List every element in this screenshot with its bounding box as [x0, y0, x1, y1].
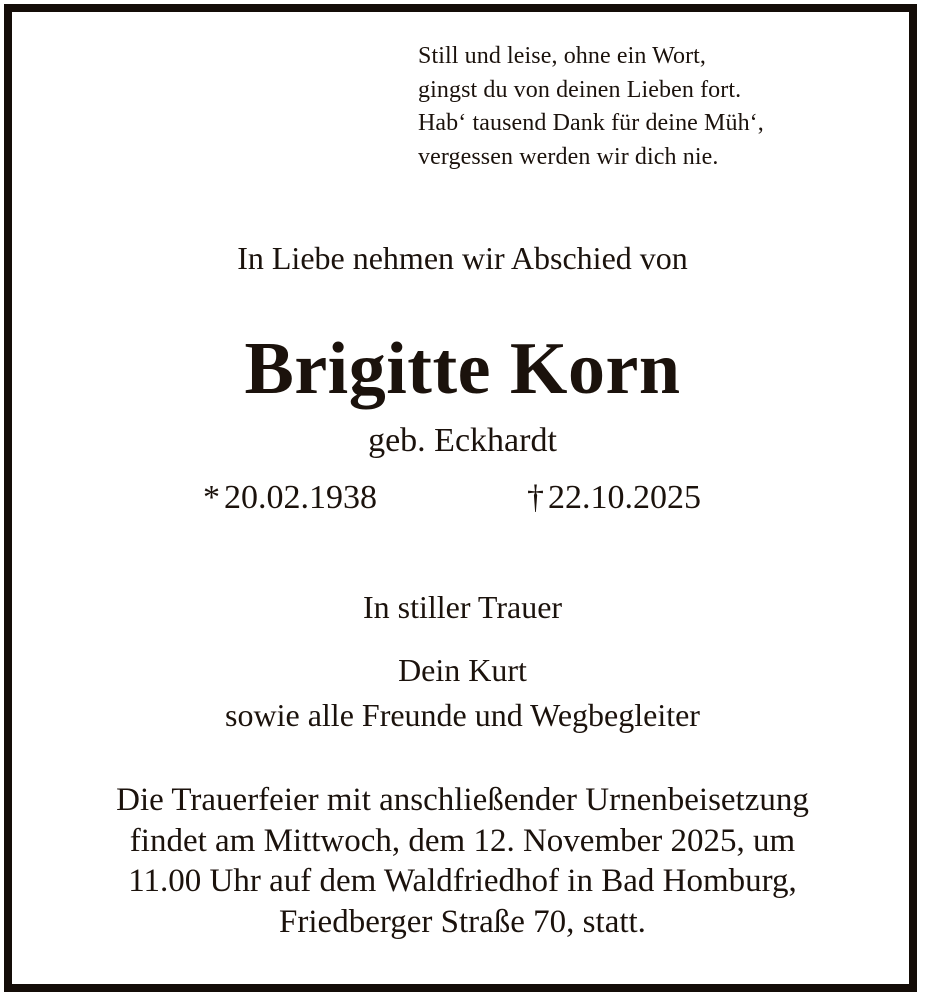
- deceased-name: Brigitte Korn: [244, 328, 681, 410]
- mourner-line: Dein Kurt: [398, 652, 527, 688]
- mourner-line: sowie alle Freunde und Wegbegleiter: [225, 697, 700, 733]
- ceremony-line: Friedberger Straße 70, statt.: [279, 903, 646, 940]
- birth-symbol: *: [203, 479, 220, 516]
- farewell-intro: In Liebe nehmen wir Abschied von: [237, 240, 688, 276]
- poem-line: vergessen werden wir dich nie.: [418, 143, 719, 170]
- poem-line: Hab‘ tausend Dank für deine Müh‘,: [418, 110, 764, 136]
- birth-date-value: 20.02.1938: [224, 479, 377, 516]
- poem-line: gingst du von deinen Lieben fort.: [418, 76, 742, 103]
- maiden-name: geb. Eckhardt: [368, 422, 557, 459]
- birth-date: [203, 476, 377, 520]
- ceremony-line: findet am Mittwoch, dem 12. November 2025, um: [129, 822, 796, 859]
- poem-line: Still und leise, ohne ein Wort,: [418, 43, 707, 69]
- mourning-intro: In stiller Trauer: [362, 589, 563, 625]
- ceremony-line: 11.00 Uhr auf dem Waldfriedhof in Bad Homburg,: [128, 863, 797, 899]
- ceremony-line: Die Trauerfeier mit anschließender Urnenbeisetzung: [116, 782, 809, 818]
- poem: [418, 40, 898, 174]
- ceremony-details: [0, 780, 925, 942]
- cross-icon: †: [527, 479, 544, 516]
- death-date-value: 22.10.2025: [548, 479, 701, 516]
- death-date: [527, 476, 701, 520]
- mourners: [0, 648, 925, 738]
